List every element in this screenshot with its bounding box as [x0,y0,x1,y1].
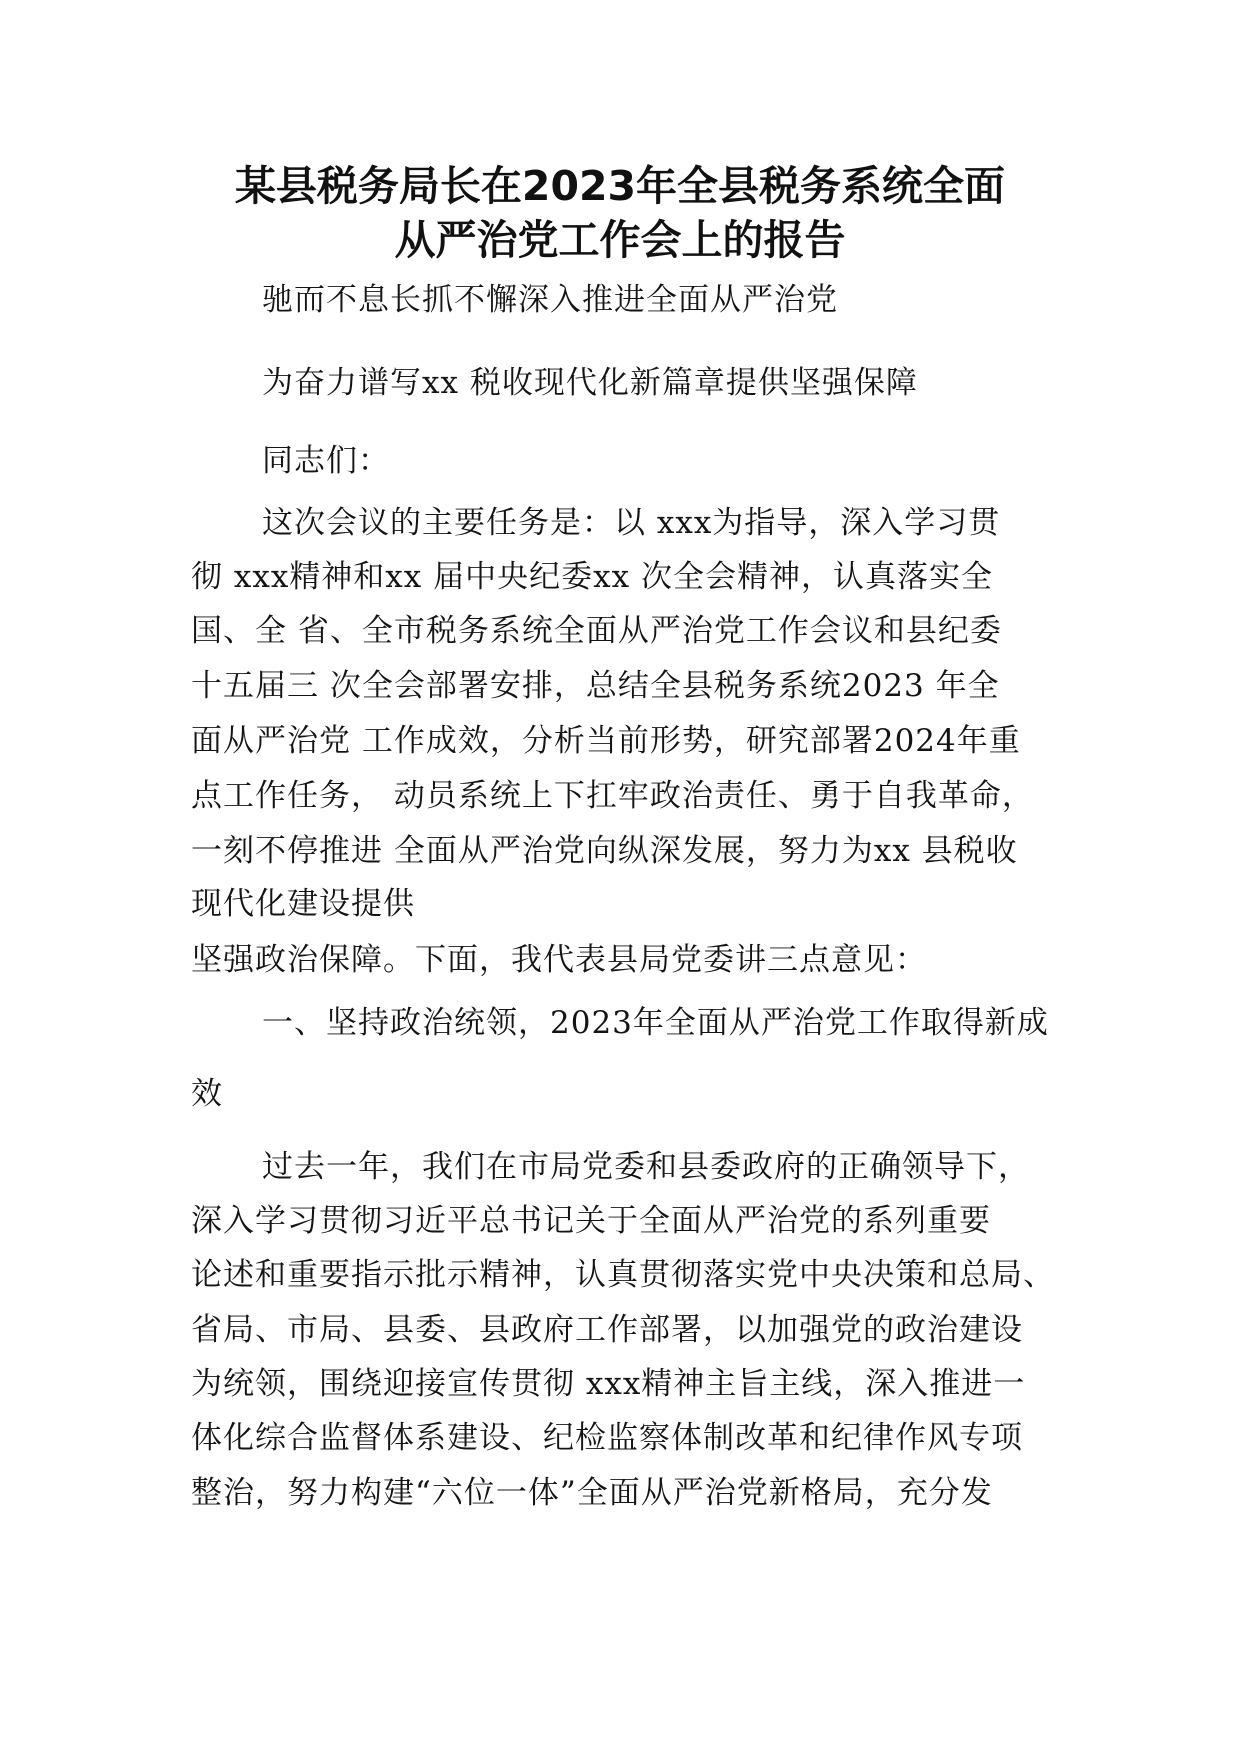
paragraph-1-line-4: 十五届三 次全会部署安排，总结全县税务系统2023 年全 [191,668,1000,704]
paragraph-1-line-7: 一刻不停推进 全面从严治党向纵深发展，努力为xx 县税收 [191,833,1018,869]
document-title-line-1: 某县税务局长在2023年全县税务系统全面 [234,162,1006,210]
subtitle-line-1: 驰而不息长抓不懈深入推进全面从严治党 [262,282,838,318]
section-heading-1-line-1: 一、坚持政治统领，2023年全面从严治党工作取得新成 [262,1005,1049,1041]
section-heading-1-line-2: 效 [191,1076,223,1112]
paragraph-1-line-3: 国、全 省、全市税务系统全面从严治党工作会议和县纪委 [191,613,1002,649]
paragraph-2-line-3: 论述和重要指示批示精神，认真贯彻落实党中央决策和总局、 [191,1257,1055,1293]
paragraph-1-line-2: 彻 xxx精神和xx 届中央纪委xx 次全会精神，认真落实全 [191,559,993,595]
paragraph-2-line-4: 省局、市局、县委、县政府工作部署，以加强党的政治建设 [191,1312,1023,1348]
paragraph-1-line-6: 点工作任务， 动员系统上下扛牢政治责任、勇于自我革命， [191,778,1034,814]
paragraph-2-line-7: 整治，努力构建“六位一体”全面从严治党新格局，充分发 [191,1475,993,1511]
subtitle-line-2: 为奋力谱写xx 税收现代化新篇章提供坚强保障 [262,365,918,401]
paragraph-2-line-5: 为统领，围绕迎接宣传贯彻 xxx精神主旨主线，深入推进一 [191,1366,1026,1402]
paragraph-2-line-1: 过去一年，我们在市局党委和县委政府的正确领导下， [262,1149,1030,1185]
paragraph-2-line-6: 体化综合监督体系建设、纪检监察体制改革和纪律作风专项 [191,1420,1023,1456]
salutation: 同志们： [262,443,390,479]
paragraph-1-line-5: 面从严治党 工作成效，分析当前形势，研究部署2024年重 [191,723,1021,759]
document-title-line-2: 从严治党工作会上的报告 [394,216,846,264]
paragraph-1-line-8: 现代化建设提供 [191,886,415,922]
paragraph-1-line-9: 坚强政治保障。下面，我代表县局党委讲三点意见： [191,942,927,978]
paragraph-2-line-2: 深入学习贯彻习近平总书记关于全面从严治党的系列重要 [191,1203,991,1239]
paragraph-1-line-1: 这次会议的主要任务是：以 xxx为指导，深入学习贯 [262,505,1001,541]
